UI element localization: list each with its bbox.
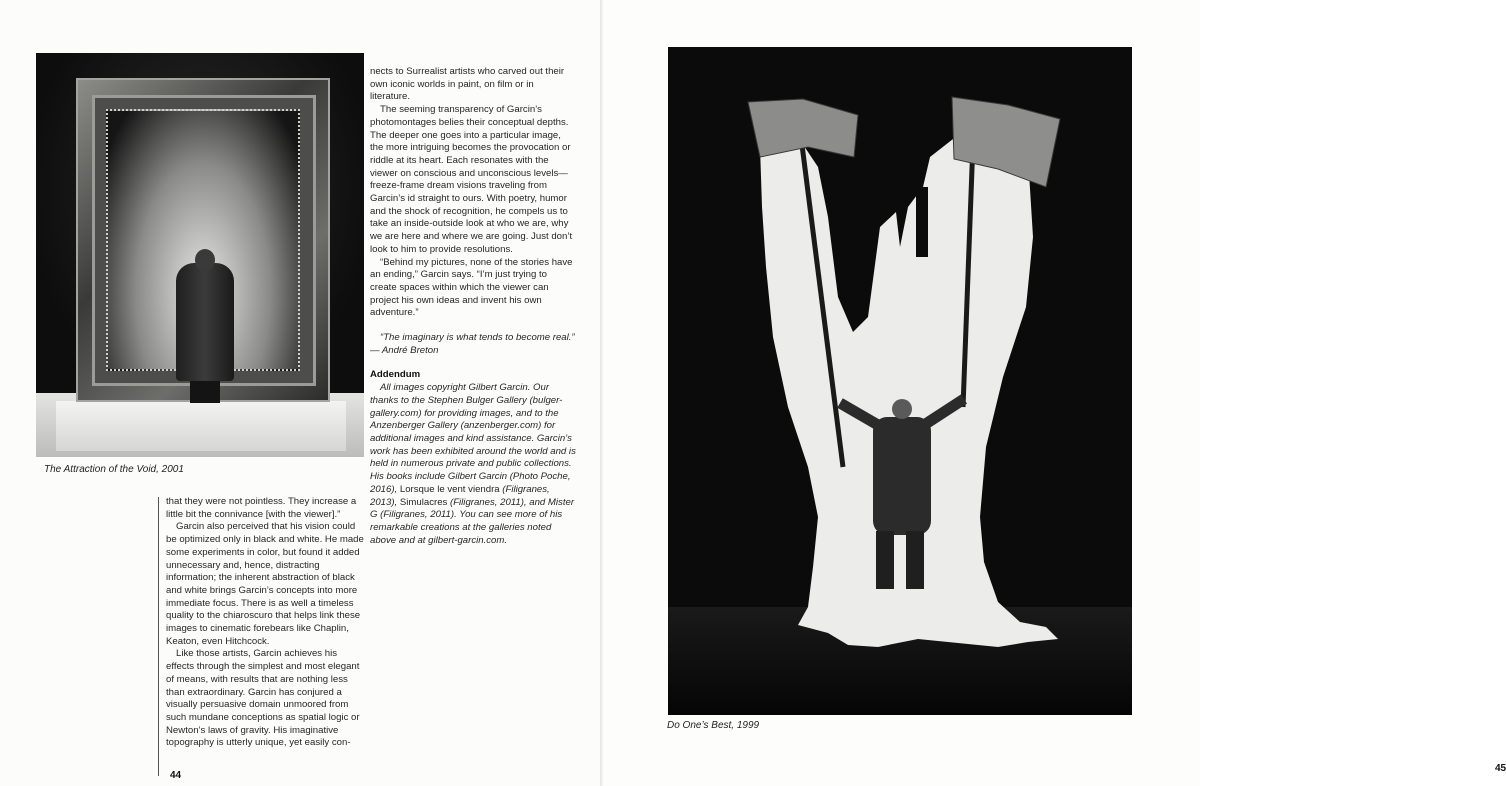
man-coat — [873, 417, 931, 535]
photo-do-ones-best — [668, 47, 1132, 715]
paragraph: “Behind my pictures, none of the stories have an ending,” Garcin says. “I’m just trying to create spaces within which the viewer can project his own ideas and invent his own adventure.” — [370, 256, 573, 319]
addendum-part: (Filigranes, 2011), and Mister G (Filigranes, 2011). You can see more of his remarkable creations at the galleries noted above and at gilbert-garcin.com. — [370, 496, 575, 546]
addendum-part: All images copyright Gilbert Garcin. Our thanks to the Stephen Bulger Gallery (bulger-gallery.com) for providing images, and to the Anzenberger Gallery (anzenberger.com) for additional images and kind assistance. Garcin’s work has been exhibited around the world and is held in numerous private and public collections. His books include Gilbert Garcin (Photo Poche, 2016), — [370, 382, 576, 495]
caption-right: Do One’s Best, 1999 — [667, 720, 760, 731]
photo-attraction-of-the-void — [36, 53, 364, 457]
paragraph: The seeming transparency of Garcin’s photomontages belies their conceptual depths. The deeper one goes into a particular image, the more intriguing becomes the provocation or riddle at its heart. Each resonates with the viewer on conscious and unconscious levels—freeze-frame dream visions traveling from Garcin’s id straight to ours. With poetry, humor and the shock of recognition, he compels us to take an inside-outside look at who we are, why we are here and where we are going. Just don’t look to him to provide resolutions. — [370, 104, 573, 255]
hole-dark — [916, 187, 928, 257]
photo-scene — [668, 47, 1132, 715]
page-number-left: 44 — [170, 770, 182, 781]
man-head — [195, 249, 215, 271]
left-page — [0, 0, 603, 786]
man-body — [176, 263, 234, 381]
addendum-part: Lorsque le vent viendra — [399, 483, 500, 495]
paragraph: nects to Surrealist artists who carved out their own iconic worlds in paint, on film or in literature. — [370, 66, 565, 103]
addendum-part: (Filigranes, 2013), — [370, 483, 550, 508]
paragraph: that they were not pointless. They increase a little bit the connivance [with the viewer].” — [166, 496, 357, 520]
addendum-text — [370, 382, 576, 547]
man-head — [892, 399, 912, 419]
breton-quote: “The imaginary is what tends to become real.” — André Breton — [370, 332, 575, 356]
column-rule — [158, 497, 159, 776]
photo-floor-shine — [56, 401, 346, 451]
page-number-right: 45 — [1495, 763, 1506, 774]
paragraph: Garcin also perceived that his vision could be optimized only in black and white. He made some experiments in color, but found it added unnecessary and, hence, distracting information; the inherent abstraction of black and white brings Garcin’s concepts into more immediate focus. There is as well a timeless quality to the chiaroscuro that helps link these images to cinematic forebears like Chaplin, Keaton, even Hitchcock. — [166, 521, 364, 647]
addendum-part: Simulacres — [399, 496, 448, 508]
caption-left: The Attraction of the Void, 2001 — [44, 464, 184, 475]
man-leg-right — [906, 531, 924, 589]
addendum-heading: Addendum — [370, 369, 421, 381]
text-column-a — [166, 496, 366, 750]
flag-left — [748, 99, 858, 157]
paragraph: Like those artists, Garcin achieves his effects through the simplest and most elegant of means, with results that are nothing less than extraordinary. Garcin has conjured a visually persuasive domain unmoored from such mundane conceptions as spatial logic or Newton’s laws of gravity. His imaginative topography is utterly unique, yet easily con- — [166, 648, 360, 749]
text-column-b — [370, 66, 576, 547]
man-leg-left — [876, 531, 894, 589]
